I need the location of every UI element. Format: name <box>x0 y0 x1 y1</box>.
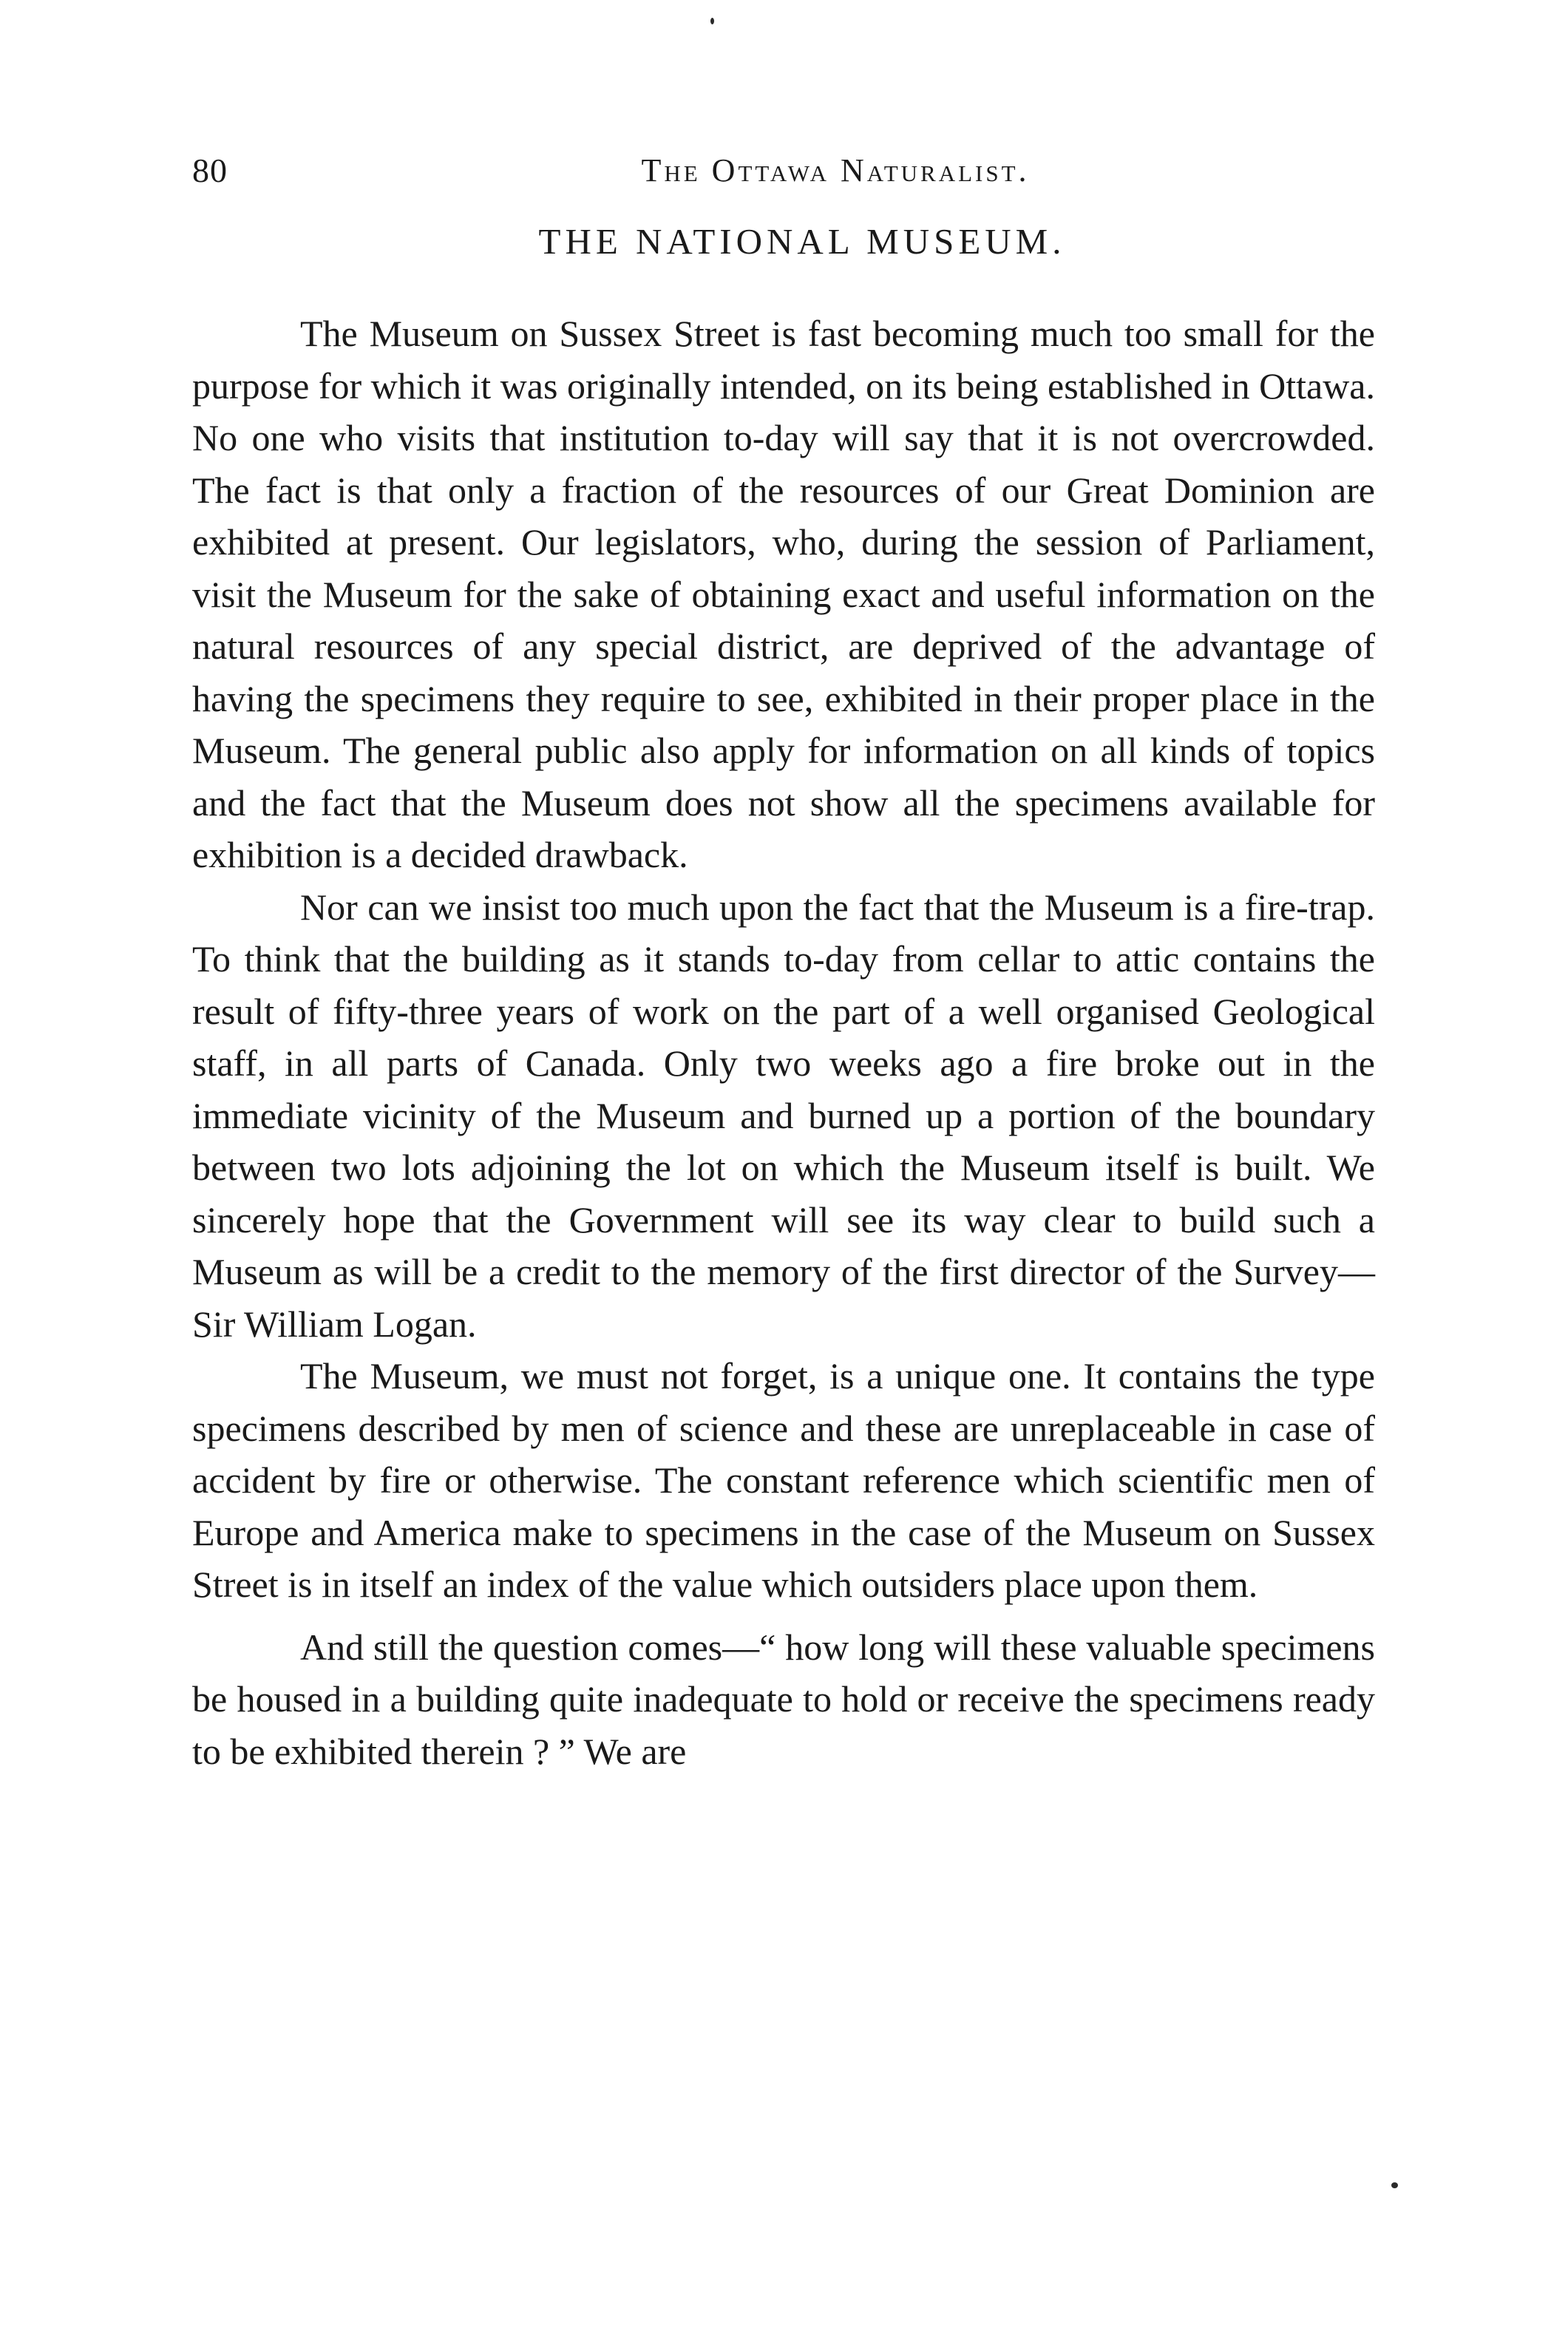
paragraph: The Museum on Sussex Street is fast becoming much too small for the purpose for which it was originally intended, on its being established in Ottawa. No one who visits that institution to-day will say that it is not overcrowded. The fact is that only a fraction of the resources of our Great Dominion are exhibited at present. Our legislators, who, during the session of Parliament, visit the Museum for the sake of obtaining exact and useful information on the natural resources of any special district, are deprived of the advantage of having the specimens they require to see, exhibited in their proper place in the Museum. The general public also apply for information on all kinds of topics and the fact that the Museum does not show all the specimens available for exhibition is a decided drawback. <box>192 313 1375 875</box>
article-body <box>192 308 1375 1777</box>
paragraph: The Museum, we must not forget, is a unique one. It contains the type specimens described by men of science and these are unreplaceable in case of accident by fire or otherwise. The constant reference which scientific men of Europe and America make to specimens in the case of the Museum on Sussex Street is in itself an index of the value which outsiders place upon them. <box>192 1355 1375 1605</box>
print-speck <box>710 18 714 24</box>
print-speck <box>1391 2182 1398 2188</box>
paragraph: Nor can we insist too much upon the fact that the Museum is a fire-trap. To think that the building as it stands to-day from cellar to attic contains the result of fifty-three years of work on the part of a well organised Geological staff, in all parts of Canada. Only two weeks ago a fire broke out in the immediate vicinity of the Museum and burned up a portion of the boundary between two lots adjoining the lot on which the Museum itself is built. We sincerely hope that the Government will see its way clear to build such a Museum as will be a credit to the memory of the first director of the Survey—Sir William Logan. <box>192 886 1375 1345</box>
page-number: 80 <box>192 152 228 189</box>
running-title: The Ottawa Naturalist. <box>641 152 1030 189</box>
running-head <box>192 145 1375 197</box>
paragraph: And still the question comes—“ how long will these valuable specimens be housed in a building quite inadequate to hold or receive the specimens ready to be exhibited therein ? ” We are <box>192 1626 1375 1772</box>
article-title: THE NATIONAL MUSEUM. <box>538 221 1066 262</box>
